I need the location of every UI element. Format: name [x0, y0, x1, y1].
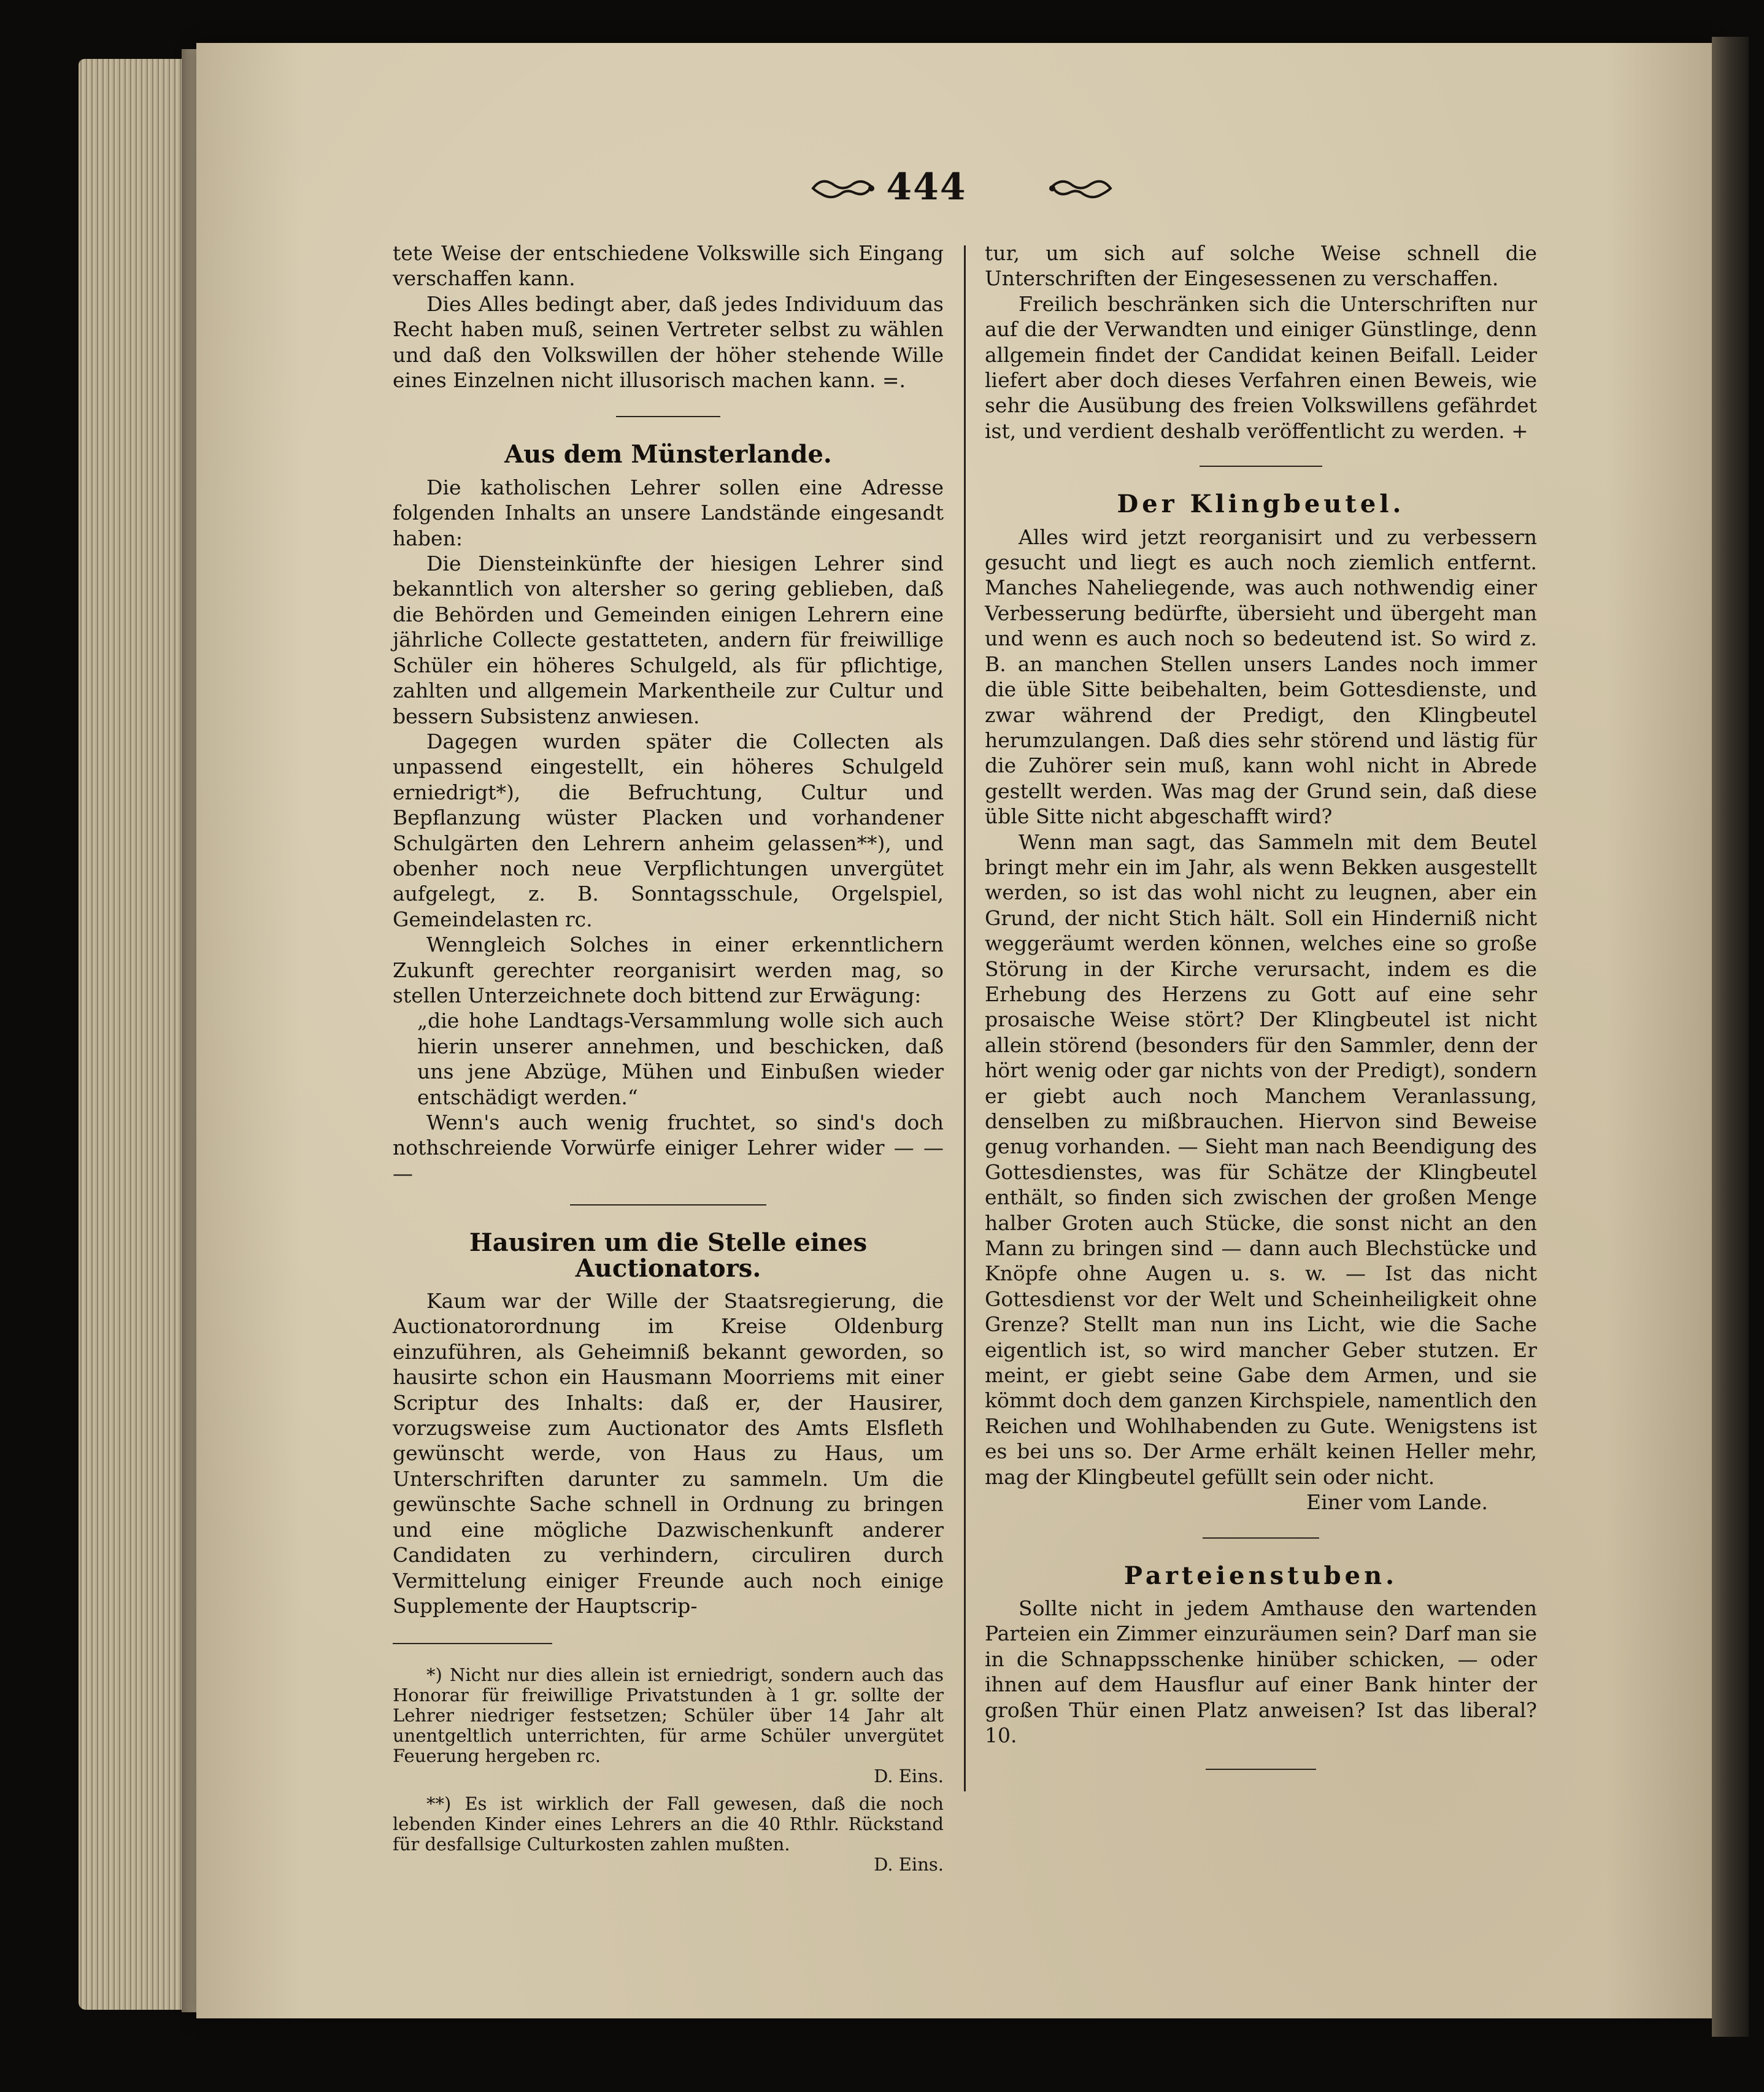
article-paragraph: tur, um sich auf solche Weise schnell die Unterschriften der Eingesessenen zu verschaffen. [985, 241, 1537, 291]
intro-paragraph: tete Weise der entschiedene Volkswille sich Eingang verschaffen kann. [393, 241, 944, 291]
article-paragraph: Sollte nicht in jedem Amthause den wartenden Parteien ein Zimmer einzuräumen sein? Darf man sie in die Schnappsschenke hinüber schicken, — oder ihnen auf dem Hausflur auf einer Bank hinter der großen Thür einen Platz anweisen? Ist das liberal? 10. [985, 1596, 1537, 1747]
right-flourish-ornament [1046, 173, 1114, 204]
footnote-signature: D. Eins. [874, 1766, 944, 1787]
article-title: Hausiren um die Stelle eines Auctionators. [469, 1228, 868, 1283]
right-column [985, 240, 1537, 1770]
article-paragraph: Freilich beschränken sich die Unterschriften nur auf die der Verwandten und einiger Günstlinge, denn allgemein findet der Candidat keinen Beifall. Leider liefert aber doch dieses Verfahren einen Beweis, wie sehr die Ausübung des freien Volkswillens gefährdet ist, und verdient deshalb veröffentlicht zu werden. + [985, 291, 1537, 443]
article-paragraph: Die katholischen Lehrer sollen eine Adresse folgenden Inhalts an unsere Landstände eingesandt haben: [393, 475, 944, 550]
footnotes [393, 1665, 944, 1875]
left-column [393, 240, 944, 1875]
article-paragraph: Die Diensteinkünfte der hiesigen Lehrer sind bekanntlich von altersher so gering geblieben, daß die Behörden und Gemeinden einigen Lehrern eine jährliche Collecte gestatteten, andern für freiwillige Schüler ein höheres Schulgeld, als für pflichtige, zahlten und allgemein Markentheile zur Cultur und bessern Subsistenz anwiesen. [393, 552, 944, 728]
page-edges [79, 59, 193, 2010]
intro-paragraph: Dies Alles bedingt aber, daß jedes Individuum das Recht haben muß, seinen Vertreter selbst zu wählen und daß den Volkswillen der höher stehende Wille eines Einzelnen nicht illusorisch machen kann. =. [393, 291, 944, 393]
article-paragraph: Alles wird jetzt reorganisirt und zu verbessern gesucht und liegt es auch noch ziemlich entfernt. Manches Naheliegende, was auch nothwendig einer Verbesserung bedürfte, übersieht und übergeht man und wenn es auch noch so bedeutend ist. So wird z. B. an manchen Stellen unsers Landes noch immer die üble Sitte beibehalten, beim Gottesdienste, und zwar während der Predigt, den Klingbeutel herumzulangen. Daß dies sehr störend und lästig für die Zuhörer sein muß, kann wohl nicht in Abrede gestellt werden. Was mag der Grund sein, daß diese üble Sitte nicht abgeschafft wird? [985, 525, 1537, 829]
footnote-signature: D. Eins. [874, 1854, 944, 1875]
article-paragraph: Wenn's auch wenig fruchtet, so sind's doch nothschreiende Vorwürfe einiger Lehrer wider — — — [393, 1110, 944, 1185]
footnote: **) Es ist wirklich der Fall gewesen, daß die noch lebenden Kinder eines Lehrers an die 40 Rthlr. Rückstand für desfallsige Culturkosten zahlen mußten. [393, 1793, 944, 1855]
article-paragraph: Kaum war der Wille der Staatsregierung, die Auctionatorordnung im Kreise Oldenburg einzuführen, als Geheimniß bekannt geworden, so hausirte schon ein Hausmann Moorriems mit einer Scriptur des Inhalts: daß er, der Hausirer, vorzugsweise zum Auctionator des Amts Elsfleth gewünscht werde, von Haus zu Haus, um Unterschriften darunter zu sammeln. Um die gewünschte Sache schnell in Ordnung zu bringen und eine mögliche Dazwischenkunft anderer Candidaten zu verhindern, circuliren durch Vermittelung einiger Freunde auch noch einige Supplemente der Hauptscrip- [393, 1289, 944, 1618]
petition-quote: „die hohe Landtags-Versammlung wolle sich auch hierin unserer annehmen, und beschicken, daß uns jene Abzüge, Mühen und Einbußen wieder entschädigt werden.“ [417, 1009, 944, 1109]
section-divider [616, 416, 720, 417]
section-divider [1203, 1537, 1319, 1539]
footnote: *) Nicht nur dies allein ist erniedrigt, sondern auch das Honorar für freiwillige Privatstunden à 1 gr. sollte der Lehrer niedriger festsetzen; Schüler über 14 Jahr alt unentgeltlich unterrichten, für arme Schüler unvergütet Feuerung hergeben rc. [393, 1664, 944, 1767]
article-title: Der Klingbeutel. [1117, 490, 1405, 519]
article-title: Aus dem Münsterlande. [504, 440, 832, 469]
section-divider [1206, 1769, 1316, 1770]
section-divider [570, 1204, 766, 1206]
column-divider [964, 245, 966, 1791]
section-divider [1200, 466, 1322, 467]
article-paragraph: Wenn man sagt, das Sammeln mit dem Beutel bringt mehr ein im Jahr, als wenn Bekken ausgestellt werden, so ist das wohl nicht zu leugnen, aber ein Grund, der nicht Stich hält. Soll ein Hinderniß nicht weggeräumt werden können, welches eine so große Störung in der Kirche verursacht, indem es die Erhebung des Herzens zu Gott auf eine sehr prosaische Weise stört? Der Klingbeutel ist nicht allein störend (besonders für den Sammler, denn der hört wenig oder gar nichts von der Predigt), sondern er giebt auch noch Manchem Veranlassung, denselben zu mißbrauchen. Hiervon sind Beweise genug vorhanden. — Sieht man nach Beendigung des Gottesdienstes, was für Schätze der Klingbeutel enthält, so finden sich zwischen der großen Menge halber Groten auch Stücke, die sonst nicht an den Mann zu bringen sind — dann auch Blechstücke und Knöpfe ohne Augen u. s. w. — Ist das nicht Gottesdienst vor der Welt und Scheinheiligkeit ohne Grenze? Stellt man nun ins Licht, wie die Sache eigentlich ist, so wird mancher Geber stutzen. Er meint, er giebt seine Gabe dem Armen, und sie kömmt doch dem ganzen Kirchspiele, namentlich den Reichen und Wohlhabenden zu Gute. Wenigstens ist es bei uns so. Der Arme erhält keinen Heller mehr, mag der Klingbeutel gefüllt sein oder nicht. [985, 829, 1537, 1489]
article-paragraph: Dagegen wurden später die Collecten als unpassend eingestellt, ein höheres Schulgeld erniedrigt*), die Befruchtung, Cultur und Bepflanzung wüster Placken und vorhandener Schulgärten den Lehrern anheim gelassen**), und obenher noch neue Verpflichtungen unvergütet aufgelegt, z. B. Sonntagsschule, Orgelspiel, Gemeindelasten rc. [393, 729, 944, 931]
footnote-divider [393, 1643, 552, 1644]
article-signature: Einer vom Lande. [1306, 1490, 1488, 1515]
article-title: Parteienstuben. [1123, 1561, 1398, 1590]
page-number: 444 [886, 166, 967, 209]
article-paragraph: Wenngleich Solches in einer erkenntlichern Zukunft gerechter reorganisirt werden mag, so stellen Unterzeichnete doch bittend zur Erwägung: [393, 933, 944, 1007]
book-cover-edge [1712, 37, 1749, 2037]
